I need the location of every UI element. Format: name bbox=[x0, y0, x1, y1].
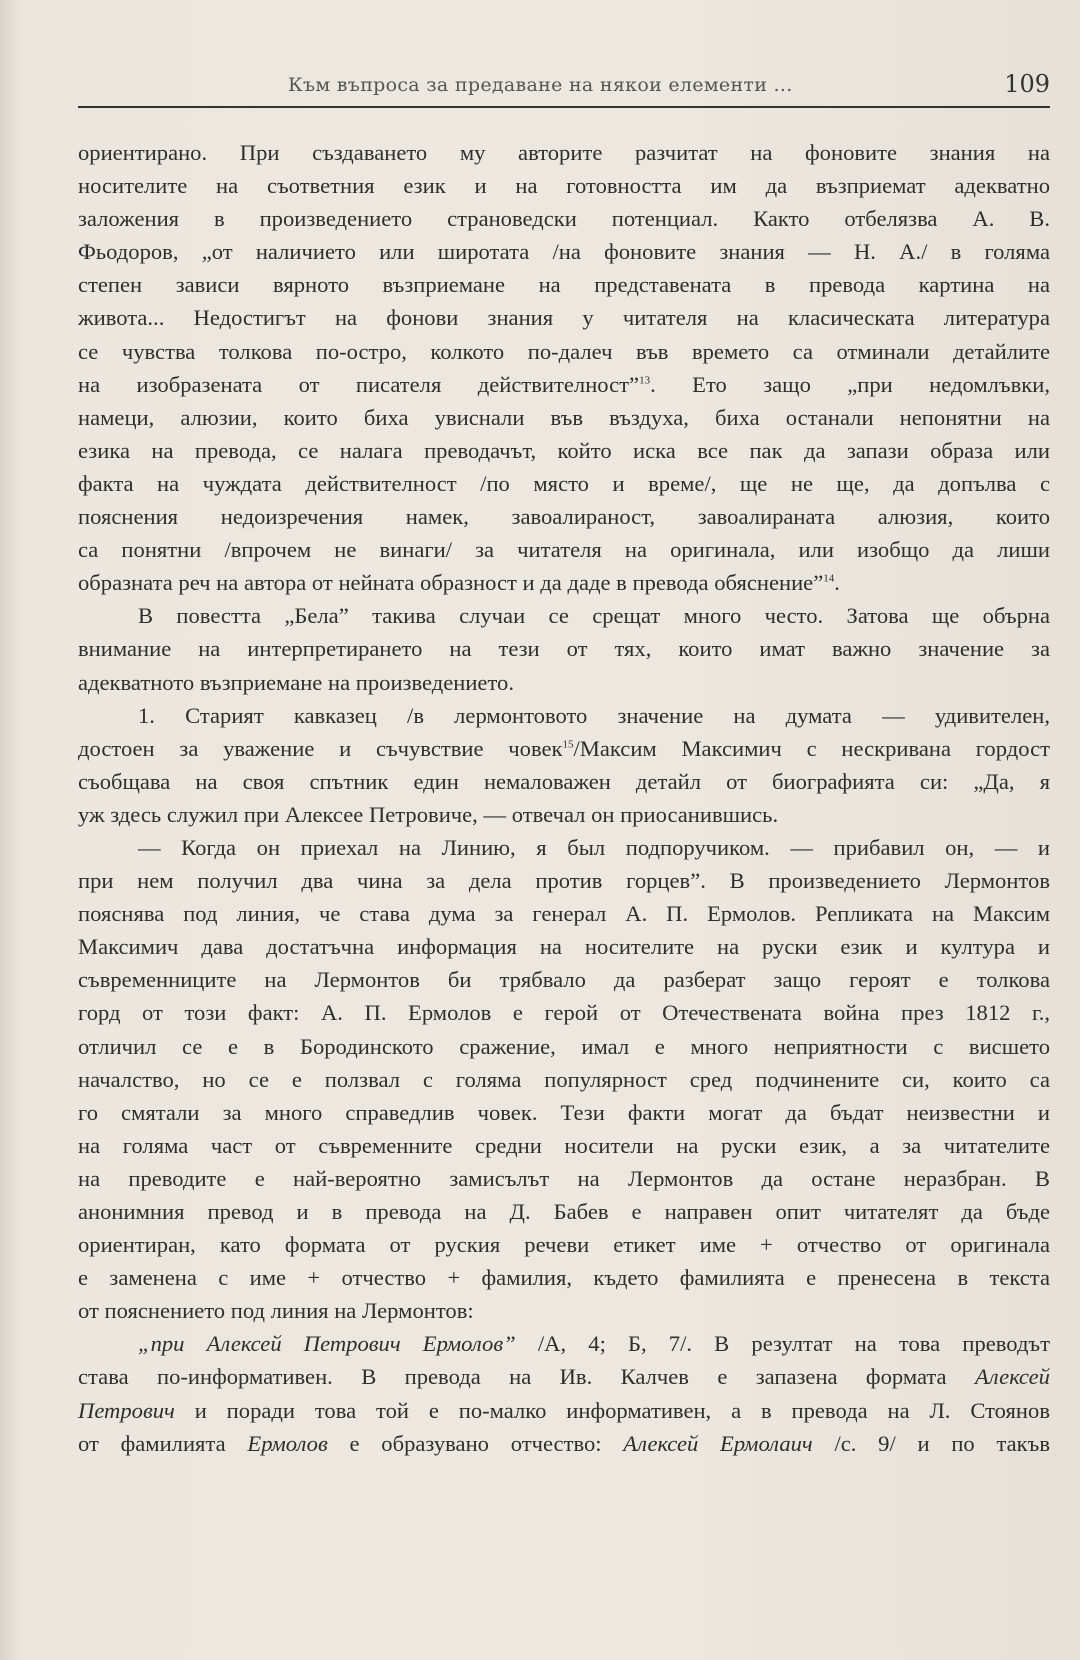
footnote-ref: 14 bbox=[823, 572, 835, 585]
italic-name: Петрович bbox=[78, 1397, 175, 1423]
text-line: при нем получил два чина за дела против горцев”. В произведението Лермонтов bbox=[78, 868, 1050, 894]
paragraph-1 bbox=[78, 136, 1050, 599]
text-line bbox=[78, 1360, 1050, 1393]
text-line bbox=[78, 732, 1050, 765]
text-line: са понятни /впрочем не винаги/ за читателя на оригинала, или изобщо да лиши bbox=[78, 537, 1050, 563]
text-line: образната реч на автора от нейната образност и да даде в превода обяснение”$^{14}$. bbox=[78, 570, 840, 596]
text-line: езика на превода, се налага преводачът, който иска все пак да запази образа или bbox=[78, 437, 1050, 463]
italic-name: Алексей Ермолаич bbox=[623, 1430, 813, 1456]
text-line: адекватното възприемане на произведението. bbox=[78, 669, 514, 695]
text-line: анонимния превод и в превода на Д. Бабев е направен опит читателят да бъде bbox=[78, 1199, 1050, 1224]
text-line: го смятали за много справедлив човек. Тези факти могат да бъдат неизвестни и bbox=[78, 1099, 1050, 1125]
italic-name: Ермолов bbox=[247, 1430, 328, 1456]
text-segment: и поради това той е по-малко информативен, а в превода на Л. Стоянов bbox=[194, 1397, 1050, 1423]
text-line: намеци, алюзии, които биха увиснали във въздуха, биха останали непонятни на bbox=[78, 404, 1050, 430]
text-line: носителите на съответния език и на готовността им да възприемат адекватно bbox=[78, 173, 1050, 199]
text-segment: образната реч на автора от нейната образност и да даде в превода обяснение” bbox=[78, 570, 824, 596]
italic-name: Алексей bbox=[974, 1364, 1050, 1390]
text-segment: става по-информативен. В превода на Ив. Калчев е запазена формата bbox=[78, 1364, 947, 1390]
text-line: заложения в произведението страноведски потенциал. Както отбелязва А. В. bbox=[78, 206, 1050, 232]
text-segment: на изобразената от писателя действителност” bbox=[78, 371, 640, 397]
text-line: пояснения недоизречения намек, завоалираност, завоалираната алюзия, които bbox=[78, 504, 1050, 530]
text-line bbox=[78, 1394, 1050, 1427]
text-line: отличил се е в Бородинското сражение, имал е много неприятности с висшето bbox=[78, 1033, 1050, 1059]
text-line: съобщава на своя спътник един немаловажен детайл от биографията си: „Да, я bbox=[78, 768, 1050, 794]
text-line bbox=[78, 1427, 1050, 1460]
footnote-ref: 15 bbox=[562, 738, 574, 751]
text-line: живота... Недостигът на фонови знания у читателя на класическата литература bbox=[78, 305, 1050, 331]
text-segment: /Максим Максимич с нескривана гордост bbox=[573, 735, 1050, 761]
paragraph-5 bbox=[78, 1327, 1050, 1459]
text-line: от пояснението под линия на Лермонтов: bbox=[78, 1298, 474, 1324]
running-title: Към въпроса за предаване на някои елементи ... bbox=[288, 74, 793, 96]
paragraph-2 bbox=[78, 599, 1050, 698]
text-line: уж здесь служил при Алексее Петровиче, — отвечал он приосанившись. bbox=[78, 801, 779, 827]
text-segment: /А, 4; Б, 7/. В резултат на това преводът bbox=[537, 1331, 1050, 1357]
text-segment: достоен за уважение и съчувствие човек bbox=[78, 735, 563, 761]
text-line: началство, но се е ползвал с голяма популярност сред подчинените си, които са bbox=[78, 1066, 1050, 1092]
text-line: 1. Старият кавказец /в лермонтовото значение на думата — удивителен, bbox=[138, 702, 1050, 728]
body-text bbox=[78, 136, 1050, 1460]
text-line: горд от този факт: А. П. Ермолов е герой от Отечествената война през 1812 г., bbox=[78, 1000, 1050, 1026]
text-line: пояснява под линия, че става дума за генерал А. П. Ермолов. Репликата на Максим bbox=[78, 901, 1050, 927]
text-line: внимание на интерпретирането на тези от тях, които имат важно значение за bbox=[78, 636, 1050, 662]
text-segment: е образувано отчество: bbox=[349, 1430, 602, 1456]
text-line bbox=[78, 1327, 1050, 1360]
text-line: ориентиран, като формата от руския речеви етикет име + отчество от оригинала bbox=[78, 1232, 1050, 1258]
text-line: е заменена с име + отчество + фамилия, където фамилията е пренесена в текста bbox=[78, 1265, 1050, 1291]
text-line: на голяма част от съвременните средни носители на руски език, а за читателите bbox=[78, 1132, 1050, 1158]
page-number: 109 bbox=[1004, 70, 1050, 98]
text-line: се чувства толкова по-остро, колкото по-далеч във времето са отминали детайлите bbox=[78, 338, 1050, 364]
italic-quote: „при Алексей Петрович Ермолов” bbox=[138, 1331, 516, 1357]
text-line: В повестта „Бела” такива случаи се срещат много често. Затова ще обърна bbox=[138, 603, 1050, 629]
text-line: — Когда он приехал на Линию, я был подпоручиком. — прибавил он, — и bbox=[138, 834, 1050, 860]
text-segment: /с. 9/ и по такъв bbox=[834, 1430, 1050, 1456]
text-line: Фьодоров, „от наличието или широтата /на фоновите знания — Н. А./ в голяма bbox=[78, 239, 1050, 265]
text-line bbox=[78, 368, 1050, 401]
text-line: Максимич дава достатъчна информация на носителите на руски език и култура и bbox=[78, 934, 1050, 960]
text-line: факта на чуждата действителност /по място и време/, ще не ще, да допълва с bbox=[78, 470, 1050, 496]
text-segment: от фамилията bbox=[78, 1430, 226, 1456]
paragraph-4 bbox=[78, 831, 1050, 1327]
paragraph-3 bbox=[78, 699, 1050, 831]
text-line: на преводите е най-вероятно замисълът на Лермонтов да остане неразбран. В bbox=[78, 1165, 1050, 1191]
text-line: ориентирано. При създаването му авторите разчитат на фоновите знания на bbox=[78, 140, 1050, 165]
text-line: съвременниците на Лермонтов би трябвало да разберат защо героят е толкова bbox=[78, 967, 1050, 993]
page-header bbox=[78, 66, 1050, 108]
text-segment: . Ето защо „при недомлъвки, bbox=[650, 371, 1050, 397]
footnote-ref: 13 bbox=[639, 374, 651, 387]
text-line: степен зависи вярното възприемане на представената в превода картина на bbox=[78, 272, 1050, 298]
